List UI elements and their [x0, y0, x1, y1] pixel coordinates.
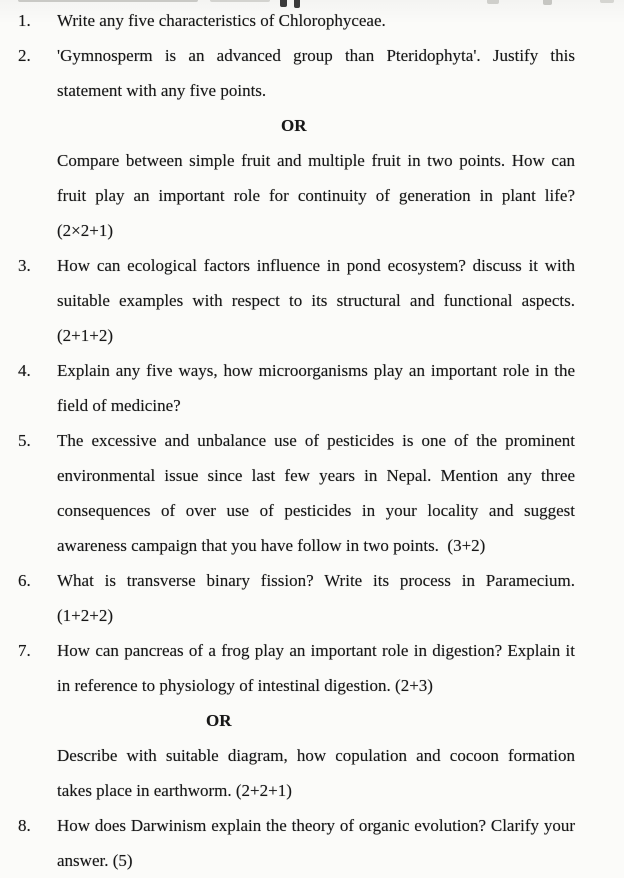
question-item: [0, 423, 624, 563]
or-label: OR: [281, 116, 307, 135]
question-item: [0, 808, 624, 878]
question-item: [0, 248, 624, 353]
alternative-question-item: [0, 738, 624, 808]
question-number: 1.: [18, 11, 31, 30]
question-number: 7.: [18, 641, 31, 660]
or-label: OR: [206, 711, 232, 730]
question-text: 'Gymnosperm is an advanced group than Pteridophyta'. Justify this statement with any five points.: [57, 46, 575, 100]
question-number: 6.: [18, 571, 31, 590]
question-text: The excessive and unbalance use of pesticides is one of the prominent environmental issue since last few years in Nepal. Mention any three consequences of over use of pesticides in your locality and suggest awareness campaign that you have follow in two points. (3+2): [57, 431, 575, 555]
question-number: 2.: [18, 46, 31, 65]
question-item: [0, 3, 624, 38]
question-text: Explain any five ways, how microorganisms play an important role in the field of medicine?: [57, 361, 575, 415]
alternative-question-item: [0, 143, 624, 248]
question-text: Write any five characteristics of Chlorophyceae.: [57, 11, 386, 30]
question-item: [0, 563, 624, 633]
faint-text-fragment: [18, 0, 198, 2]
question-number: 3.: [18, 256, 31, 275]
faint-text-fragment: [210, 0, 270, 2]
question-number: 4.: [18, 361, 31, 380]
question-text: How can ecological factors influence in pond ecosystem? discuss it with suitable examples with respect to its structural and functional aspects. (2+1+2): [57, 256, 575, 345]
or-separator: [0, 703, 624, 738]
question-text: How can pancreas of a frog play an important role in digestion? Explain it in reference to physiology of intestinal digestion. (2+3): [57, 641, 575, 695]
alternative-question-text: Describe with suitable diagram, how copulation and cocoon formation takes place in earthworm. (2+2+1): [57, 746, 575, 800]
or-separator: [0, 108, 624, 143]
question-number: 8.: [18, 816, 31, 835]
question-text: How does Darwinism explain the theory of organic evolution? Clarify your answer. (5): [57, 816, 575, 870]
question-number: 5.: [18, 431, 31, 450]
question-list: [0, 3, 624, 878]
question-item: [0, 633, 624, 703]
question-item: [0, 353, 624, 423]
question-item: [0, 38, 624, 108]
alternative-question-text: Compare between simple fruit and multiple fruit in two points. How can fruit play an important role for continuity of generation in plant life? (2×2+1): [57, 151, 575, 240]
question-text: What is transverse binary fission? Write its process in Paramecium. (1+2+2): [57, 571, 575, 625]
